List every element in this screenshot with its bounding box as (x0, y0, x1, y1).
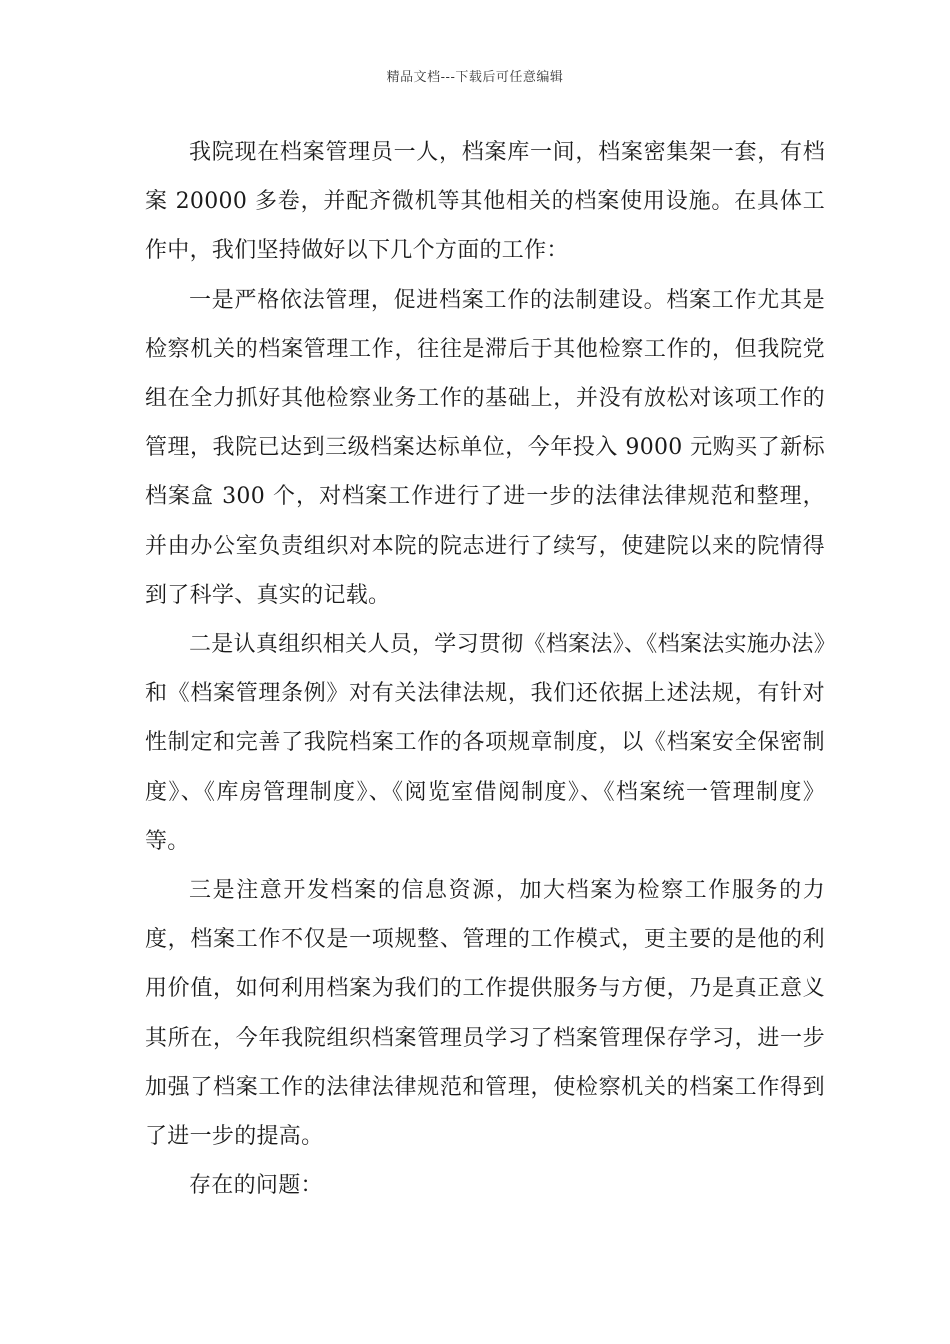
paragraph-5: 存在的问题： (189, 1173, 323, 1199)
document-body (145, 128, 825, 1210)
paragraph-1: 我院现在档案管理员一人，档案库一间，档案密集架一套，有档案 20000 多卷，并配齐微机等其他相关的档案使用设施。在具体工作中，我们坚持做好以下几个方面的工作： (145, 140, 825, 264)
page-header: 精品文档---下载后可任意编辑 (386, 70, 564, 85)
paragraph-3: 二是认真组织相关人员，学习贯彻《档案法》、《档案法实施办法》和《档案管理条例》对有关法律法规，我们还依据上述法规，有针对性制定和完善了我院档案工作的各项规章制度，以《档案安全保密制度》、《库房管理制度》、《阅览室借阅制度》、《档案统一管理制度》等。 (145, 632, 826, 854)
paragraph-2: 一是严格依法管理，促进档案工作的法制建设。档案工作尤其是检察机关的档案管理工作，往往是滞后于其他检察工作的，但我院党组在全力抓好其他检察业务工作的基础上，并没有放松对该项工作的管理，我院已达到三级档案达标单位，今年投入 9000 元购买了新标档案盒 300 个，对档案工作进行了进一步的法律法律规范和整理，并由办公室负责组织对本院的院志进行了续写，使建院以来的院情得到了科学、真实的记载。 (145, 287, 825, 608)
paragraph-4: 三是注意开发档案的信息资源，加大档案为检察工作服务的力度，档案工作不仅是一项规整、管理的工作模式，更主要的是他的利用价值，如何利用档案为我们的工作提供服务与方便，乃是真正意义其所在，今年我院组织档案管理员学习了档案管理保存学习，进一步加强了档案工作的法律法律规范和管理，使检察机关的档案工作得到了进一步的提高。 (145, 878, 825, 1150)
